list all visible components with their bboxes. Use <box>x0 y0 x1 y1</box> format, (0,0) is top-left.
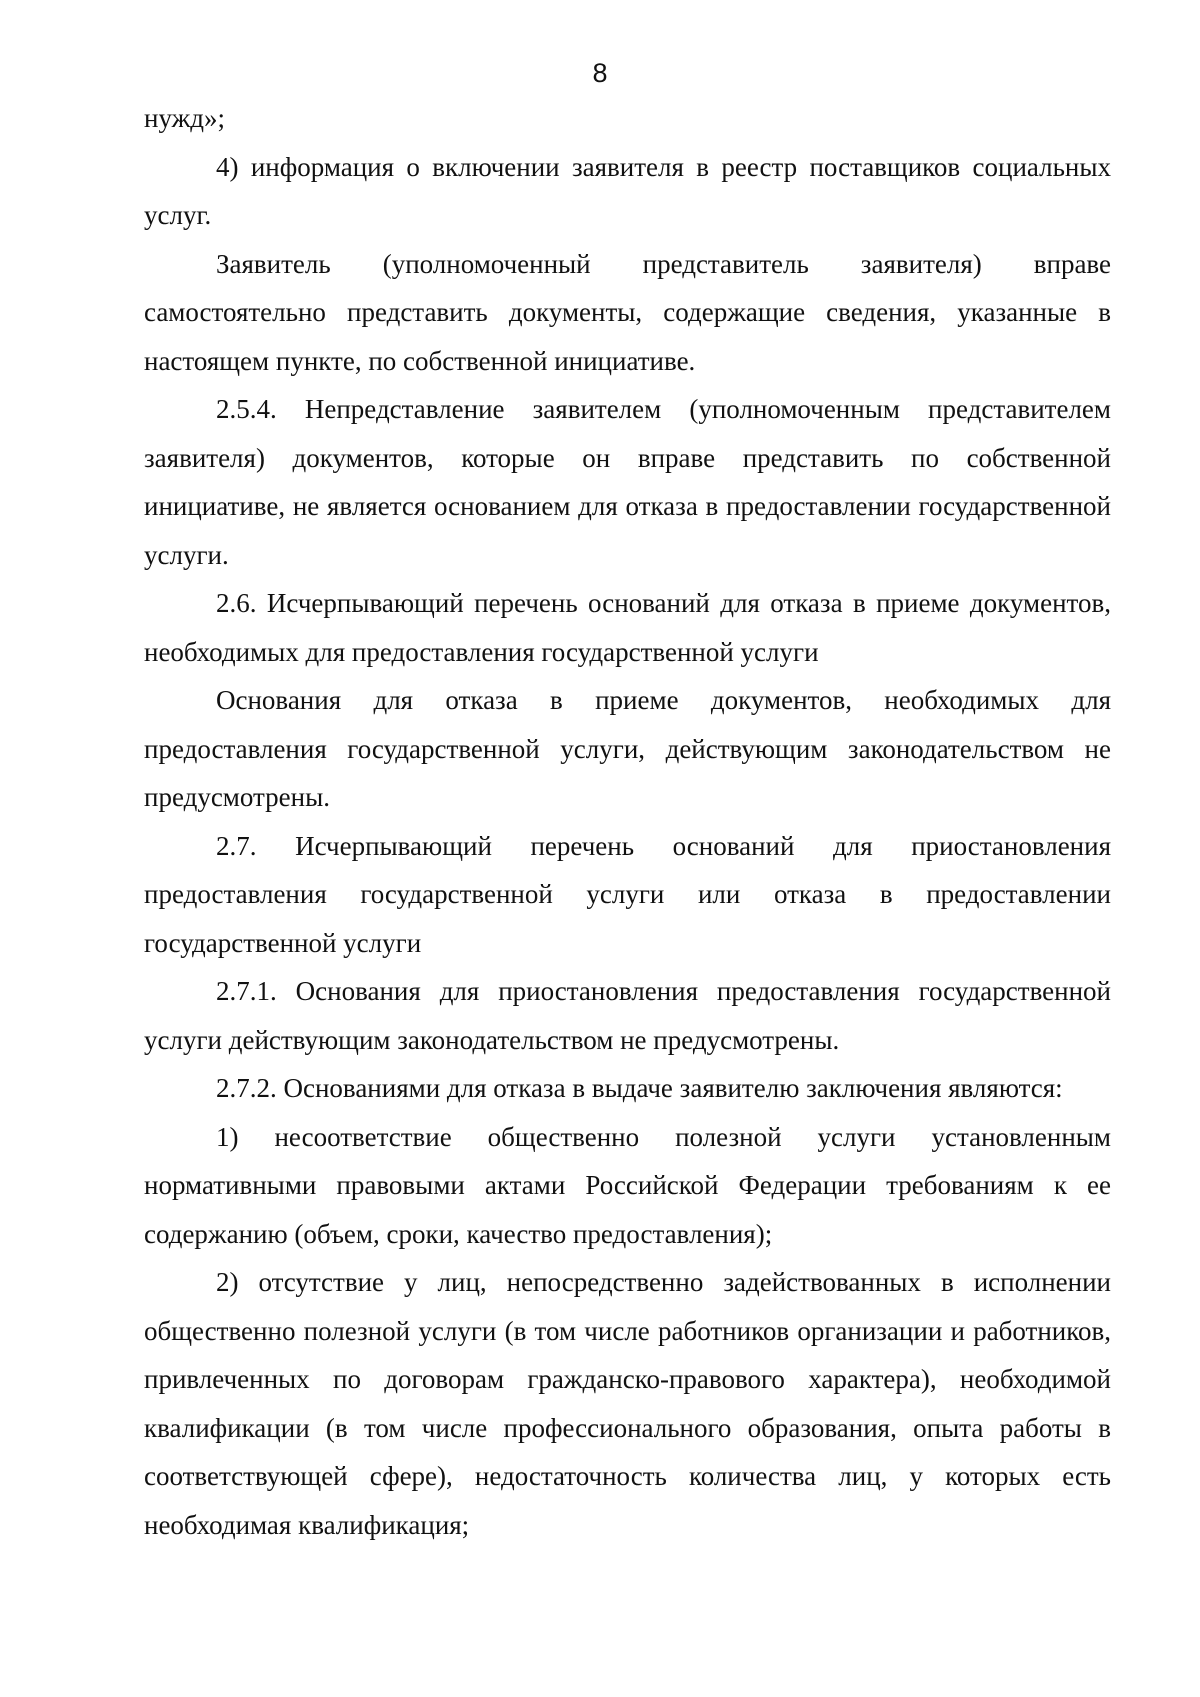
list-item-2: 2) отсутствие у лиц, непосредственно задействованных в исполнении общественно полезной услуги (в том числе работников организации и работников, привлеченных по договорам гражданско-правового характера), необходимой квалификации (в том числе профессионального образования, опыта работы в соответствующей сфере), недостаточность количества лиц, у которых есть необходимая квалификация; <box>144 1267 1111 1540</box>
list-item-1: 1) несоответствие общественно полезной услуги установленным нормативными правовыми актами Российской Федерации требованиям к ее содержанию (объем, сроки, качество предоставления); <box>144 1121 1111 1249</box>
paragraph-2-7-1: 2.7.1. Основания для приостановления предоставления государственной услуги действующим законодательством не предусмотрены. <box>144 976 1111 1055</box>
document-body <box>144 94 1111 1549</box>
paragraph-2-5-4: 2.5.4. Непредставление заявителем (уполномоченным представителем заявителя) документов, которые он вправе представить по собственной инициативе, не является основанием для отказа в предоставлении государственной услуги. <box>144 394 1111 570</box>
paragraph-2-7-2: 2.7.2. Основаниями для отказа в выдаче заявителю заключения являются: <box>216 1073 1063 1103</box>
paragraph-2-7-heading: 2.7. Исчерпывающий перечень оснований для приостановления предоставления государственной услуги или отказа в предоставлении государственной услуги <box>144 830 1111 958</box>
paragraph-2-6-text: Основания для отказа в приеме документов, необходимых для предоставления государственной услуги, действующим законодательством не предусмотрены. <box>144 685 1111 812</box>
paragraph-applicant-right: Заявитель (уполномоченный представитель заявителя) вправе самостоятельно представить документы, содержащие сведения, указанные в настоящем пункте, по собственной инициативе. <box>144 248 1111 376</box>
page-number: 8 <box>592 58 608 88</box>
paragraph-item-4: 4) информация о включении заявителя в реестр поставщиков социальных услуг. <box>144 151 1111 230</box>
paragraph-continuation: нужд»; <box>144 103 225 133</box>
paragraph-2-6-heading: 2.6. Исчерпывающий перечень оснований для отказа в приеме документов, необходимых для предоставления государственной услуги <box>144 588 1111 667</box>
